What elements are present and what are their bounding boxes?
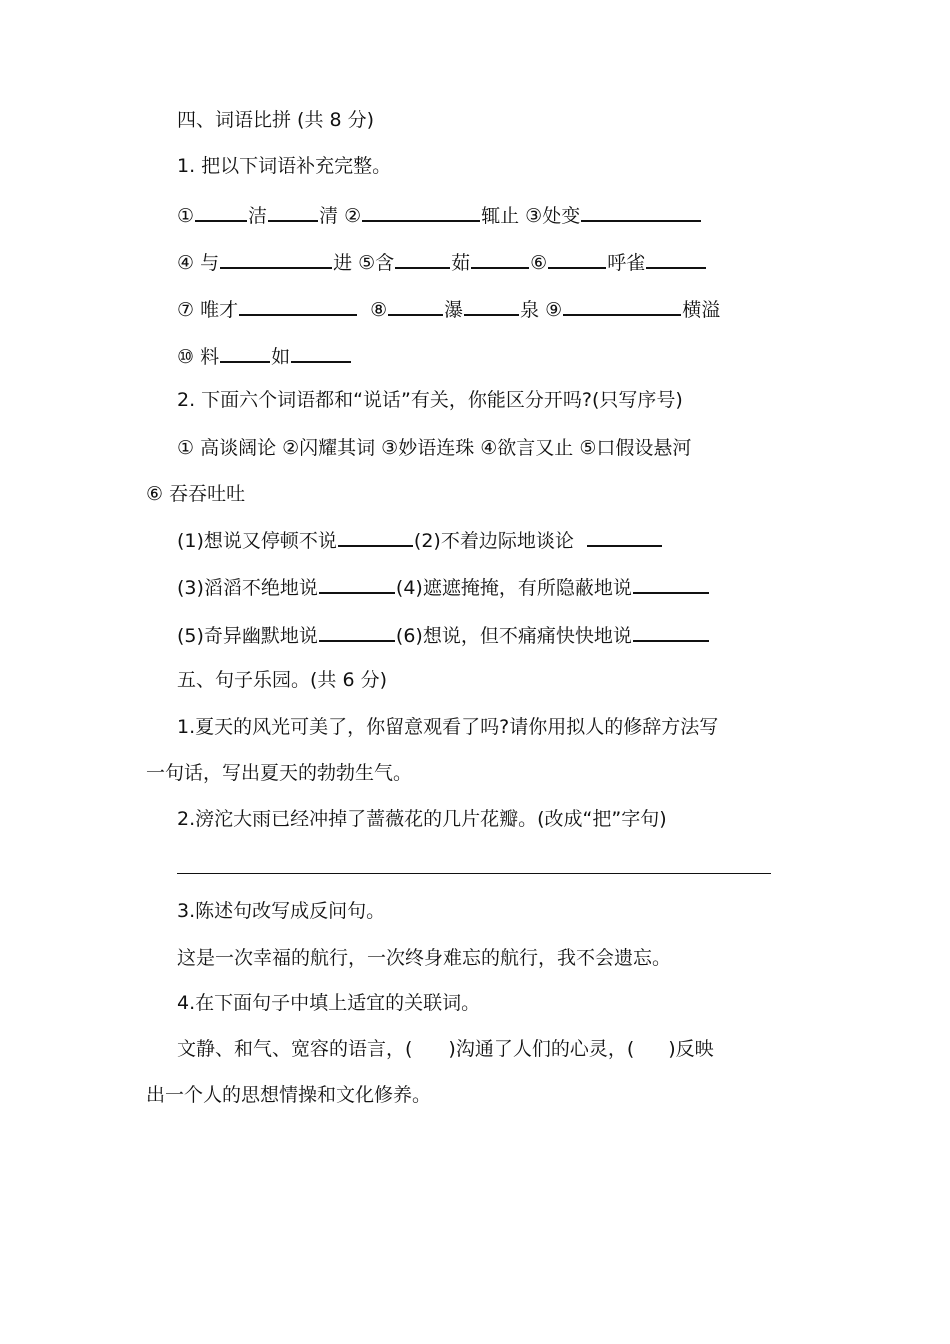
row2-text-2: 进 ⑤含 [333, 252, 395, 274]
q4-part-3: )反映 [668, 1038, 714, 1060]
s5-question-4-sentence [177, 1036, 714, 1062]
match-row-1 [177, 525, 663, 554]
row2-text-5: 呼雀 [607, 252, 646, 274]
blank[interactable] [395, 247, 450, 269]
fill-row-4 [177, 341, 352, 370]
blank[interactable] [195, 200, 247, 222]
row3-text-1: ⑦ 唯才 [177, 299, 239, 321]
s5-question-1: 1.夏天的风光可美了，你留意观看了吗?请你用拟人的修辞方法写 [177, 716, 719, 738]
question-2-options: ① 高谈阔论 ②闪耀其词 ③妙语连珠 ④欲言又止 ⑤口假设悬河 [177, 437, 692, 459]
blank[interactable] [581, 200, 701, 222]
s5-question-4: 4.在下面句子中填上适宜的关联词。 [177, 992, 481, 1014]
row1-text-1: ① [177, 205, 195, 227]
match-row-3 [177, 620, 710, 649]
fill-row-3 [177, 294, 720, 323]
blank[interactable] [563, 294, 681, 316]
row2-text-1: ④ 与 [177, 252, 220, 274]
match-item-4: (4)遮遮掩掩，有所隐蔽地说 [395, 577, 632, 599]
blank[interactable] [220, 341, 270, 363]
s5-question-1-cont: 一句话，写出夏天的勃勃生气。 [146, 762, 413, 784]
row4-text-2: 如 [271, 346, 291, 368]
match-item-2: (2)不着边际地谈论 [413, 530, 574, 552]
blank[interactable] [646, 247, 706, 269]
row3-text-2: ⑧ [370, 299, 388, 321]
blank[interactable] [633, 620, 709, 642]
q4-part-1: 文静、和气、宽容的语言，( [177, 1038, 413, 1060]
row1-text-4: 辄止 ③处变 [481, 205, 581, 227]
blank[interactable] [548, 247, 606, 269]
section-4-heading: 四、词语比拼 (共 8 分) [177, 109, 375, 131]
s5-question-4-cont: 出一个人的思想情操和文化修养。 [146, 1084, 432, 1106]
row1-text-3: 清 ② [319, 205, 362, 227]
blank[interactable] [239, 294, 357, 316]
blank[interactable] [633, 572, 709, 594]
blank[interactable] [464, 294, 519, 316]
question-2-options-cont: ⑥ 吞吞吐吐 [146, 483, 246, 505]
blank[interactable] [388, 294, 443, 316]
row3-text-4: 泉 ⑨ [520, 299, 563, 321]
row4-text-1: ⑩ 料 [177, 346, 220, 368]
row3-text-3: 瀑 [444, 299, 464, 321]
s5-question-3: 3.陈述句改写成反问句。 [177, 900, 386, 922]
blank[interactable] [319, 572, 395, 594]
match-item-5: (5)奇异幽默地说 [177, 625, 318, 647]
section-5-heading: 五、句子乐园。(共 6 分) [177, 669, 387, 691]
fill-row-2 [177, 247, 707, 276]
row2-text-3: 茹 [451, 252, 471, 274]
answer-line[interactable] [177, 873, 771, 874]
blank[interactable] [587, 525, 662, 547]
s5-question-3-sentence: 这是一次幸福的航行，一次终身难忘的航行，我不会遗忘。 [177, 947, 672, 969]
blank[interactable] [268, 200, 318, 222]
question-2-title: 2. 下面六个词语都和“说话”有关，你能区分开吗?(只写序号) [177, 389, 683, 411]
match-row-2 [177, 572, 710, 601]
match-item-3: (3)滔滔不绝地说 [177, 577, 318, 599]
blank[interactable] [338, 525, 413, 547]
row2-text-4: ⑥ [530, 252, 548, 274]
row3-text-5: 横溢 [682, 299, 721, 321]
row1-text-2: 洁 [248, 205, 268, 227]
match-item-1: (1)想说又停顿不说 [177, 530, 337, 552]
blank[interactable] [291, 341, 351, 363]
blank[interactable] [362, 200, 480, 222]
blank[interactable] [319, 620, 395, 642]
match-item-6: (6)想说，但不痛痛快快地说 [395, 625, 632, 647]
s5-question-2: 2.滂沱大雨已经冲掉了蔷薇花的几片花瓣。(改成“把”字句) [177, 808, 667, 830]
q4-part-2: )沟通了人们的心灵，( [448, 1038, 635, 1060]
blank[interactable] [471, 247, 529, 269]
question-1-title: 1. 把以下词语补充完整。 [177, 155, 392, 177]
blank[interactable] [220, 247, 332, 269]
fill-row-1 [177, 200, 702, 229]
